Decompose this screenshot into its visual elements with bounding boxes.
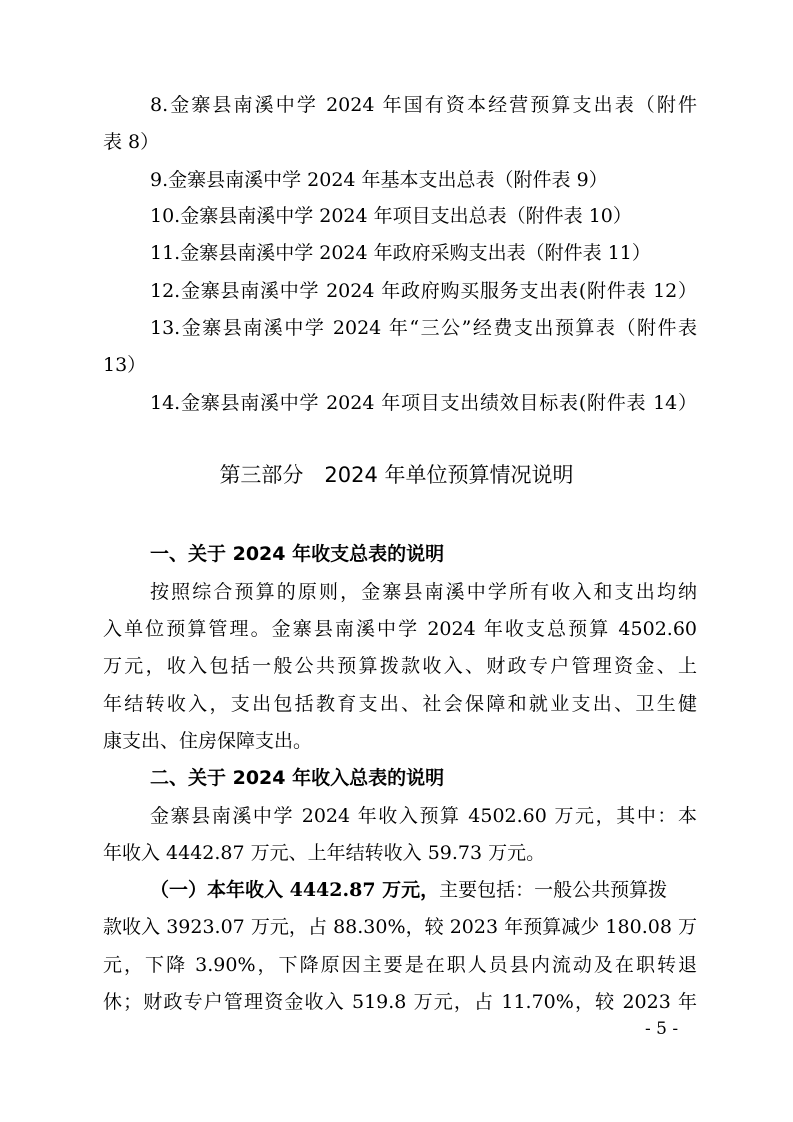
list-item-10: 10.金寨县南溪中学 2024 年项目支出总表（附件表 10）	[150, 205, 632, 227]
section2-line: 年收入 4442.87 万元、上年结转收入 59.73 万元。	[103, 842, 546, 864]
section1-line: 入单位预算管理。金寨县南溪中学 2024 年收支总预算 4502.60	[103, 618, 697, 640]
part-title: 第三部分 2024 年单位预算情况说明	[219, 463, 574, 487]
section1-line: 按照综合预算的原则，金寨县南溪中学所有收入和支出均纳	[150, 581, 697, 603]
section2-sub1-first-line	[0, 878, 793, 902]
list-item-9: 9.金寨县南溪中学 2024 年基本支出总表（附件表 9）	[150, 169, 608, 191]
list-item-8-cont: 表 8）	[103, 131, 160, 153]
list-item-14: 14.金寨县南溪中学 2024 年项目支出绩效目标表(附件表 14）	[150, 392, 697, 414]
list-item-12: 12.金寨县南溪中学 2024 年政府购买服务支出表(附件表 12）	[150, 280, 697, 302]
section1-heading: 一、关于 2024 年收支总表的说明	[150, 543, 445, 565]
page-number: - 5 -	[645, 1019, 679, 1039]
list-item-8: 8.金寨县南溪中学 2024 年国有资本经营预算支出表（附件	[150, 94, 697, 116]
section2-sub1-line: 元，下降 3.90%，下降原因主要是在职人员县内流动及在职转退	[103, 954, 697, 976]
section1-line: 康支出、住房保障支出。	[103, 730, 313, 752]
list-item-13-cont: 13）	[103, 354, 147, 376]
list-item-13: 13.金寨县南溪中学 2024 年“三公”经费支出预算表（附件表	[150, 317, 697, 339]
section2-sub1-line: 休；财政专户管理资金收入 519.8 万元，占 11.70%，较 2023 年	[103, 991, 697, 1013]
sub1-bold-lead: （一）本年收入 4442.87 万元，	[150, 879, 440, 901]
section2-line: 金寨县南溪中学 2024 年收入预算 4502.60 万元，其中：本	[150, 805, 697, 827]
section2-sub1-line: 款收入 3923.07 万元，占 88.30%，较 2023 年预算减少 180.08 万	[103, 916, 697, 938]
section2-heading: 二、关于 2024 年收入总表的说明	[150, 767, 445, 789]
sub1-rest: 主要包括：一般公共预算拨	[439, 879, 668, 901]
list-item-11: 11.金寨县南溪中学 2024 年政府采购支出表（附件表 11）	[150, 242, 651, 264]
section1-line: 万元，收入包括一般公共预算拨款收入、财政专户管理资金、上	[103, 655, 697, 677]
section1-line: 年结转收入，支出包括教育支出、社会保障和就业支出、卫生健	[103, 693, 697, 715]
